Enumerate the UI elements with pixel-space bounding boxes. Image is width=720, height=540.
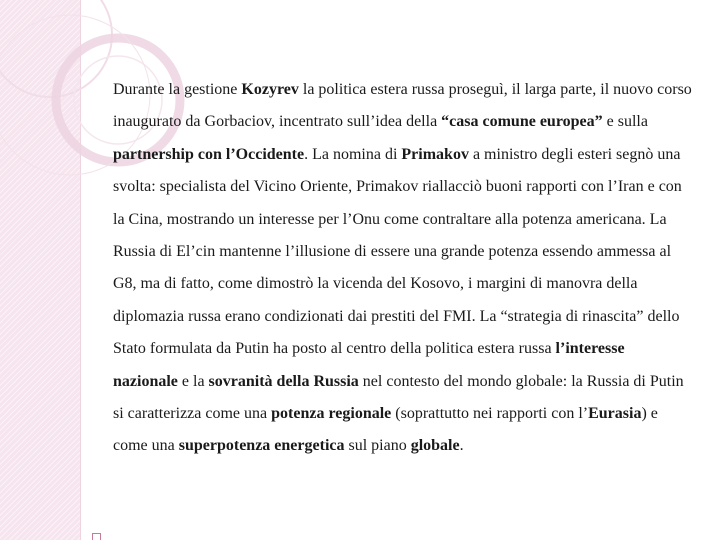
text-segment: e la <box>177 372 209 390</box>
bold-term-globale: globale <box>410 437 460 455</box>
text-segment: la politica estera russa proseguì, il larga parte, il nuovo corso inaugurato da Gorbaciov, incentrato sull’idea della <box>113 81 692 131</box>
bold-term-primakov: Primakov <box>401 145 469 163</box>
text-segment: e sulla <box>602 113 648 131</box>
text-segment: Durante la gestione <box>113 81 242 98</box>
bold-term-potenza-regionale: potenza regionale <box>271 405 392 423</box>
bold-term-interesse-nazionale: l’interesse nazionale <box>113 340 625 390</box>
text-segment: ) e come una <box>113 405 658 455</box>
bold-term-sovranita: sovranità della Russia <box>208 372 359 390</box>
bold-term-kozyrev: Kozyrev <box>241 81 299 98</box>
bold-term-superpotenza-energetica: superpotenza energetica <box>178 437 345 455</box>
text-segment: nel contesto del mondo globale: la Russia di Putin si caratterizza come una <box>113 372 684 423</box>
text-segment: sul piano <box>344 437 411 455</box>
bold-term-partnership: partnership con l’Occidente <box>113 145 305 163</box>
bold-term-casa-comune-europea: “casa comune europea” <box>441 113 603 131</box>
text-segment: . <box>459 437 464 455</box>
text-segment: a ministro degli esteri segnò una svolta: specialista del Vicino Oriente, Primakov riallacciò buoni rapporti con l’Iran e con la Cina, mostrando un interesse per l’Onu come contraltare alla potenza americana. La Russia di El’cin mantenne l’illusione di essere una grande potenza essendo ammessa al G8, ma di fatto, come dimostrò la vicenda del Kosovo, i margini di manovra della diplomazia russa erano condizionati dai prestiti del FMI. La “strategia di rinascita” dello Stato formulata da Putin ha posto al centro della politica estera russa <box>113 145 682 358</box>
text-segment: (soprattutto nei rapporti con l’ <box>391 405 589 423</box>
body-paragraph <box>113 74 693 463</box>
bullet-square-icon <box>92 533 101 540</box>
bold-term-eurasia: Eurasia <box>588 405 642 423</box>
text-segment: . La nomina di <box>304 145 402 163</box>
